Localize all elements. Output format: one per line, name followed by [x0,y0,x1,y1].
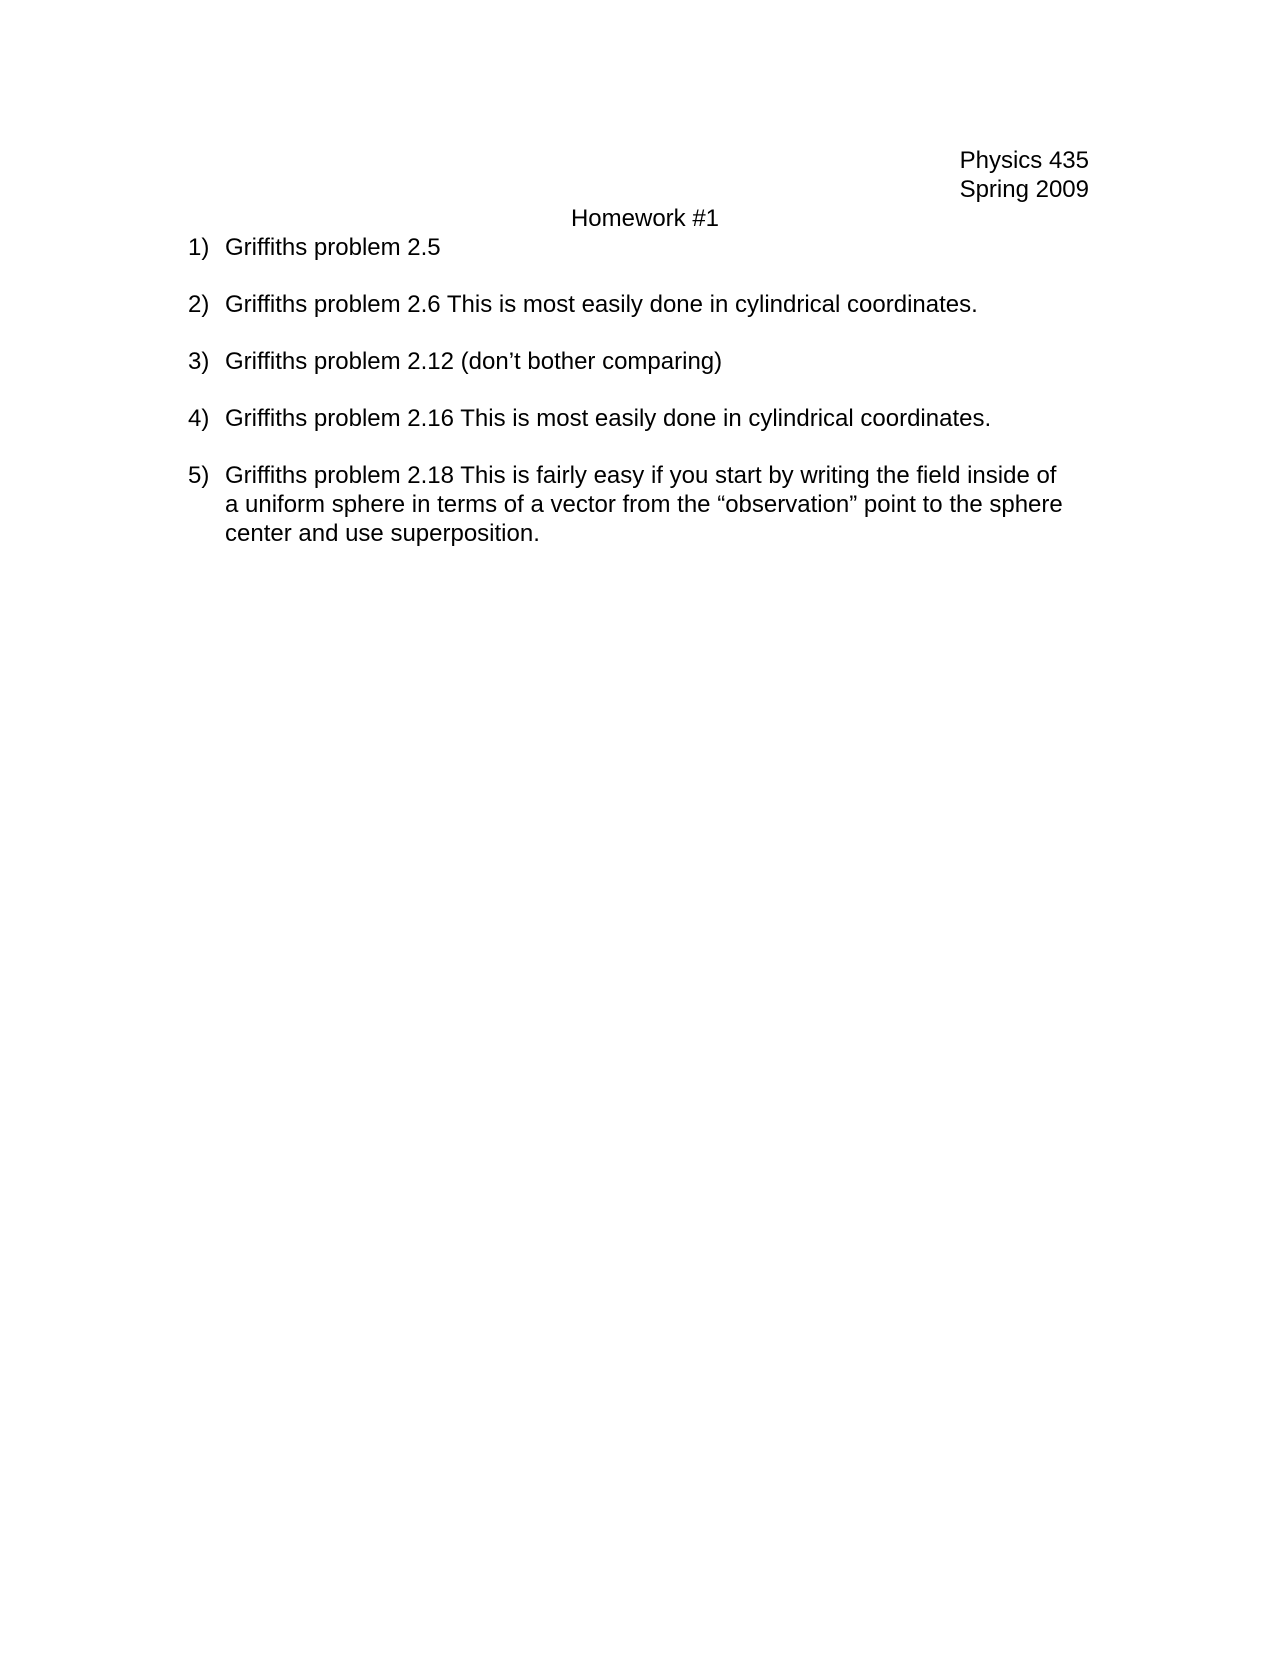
course-term: Spring 2009 [959,176,1089,203]
problem-text: Griffiths problem 2.12 (don’t bother comparing) [225,348,723,375]
problem-number: 5) [188,462,210,489]
problem-item [188,404,1068,433]
problem-number: 4) [188,405,210,432]
problem-text: Griffiths problem 2.16 This is most easily done in cylindrical coordinates. [225,405,992,432]
problem-number: 2) [188,291,210,318]
problem-item [188,461,1068,548]
problem-text: Griffiths problem 2.18 This is fairly easy if you start by writing the field inside of a uniform sphere in terms of a vector from the “observation” point to the sphere center and use superposition. [225,462,1063,547]
problem-item [188,233,1068,262]
problem-text: Griffiths problem 2.6 This is most easily done in cylindrical coordinates. [225,291,978,318]
homework-title: Homework #1 [570,205,720,232]
course-name: Physics 435 [959,147,1089,174]
problem-item [188,347,1068,376]
problem-item [188,290,1068,319]
problem-number: 1) [188,234,210,261]
problem-number: 3) [188,348,210,375]
course-header [960,146,1089,204]
problem-text: Griffiths problem 2.5 [225,234,441,261]
problem-list [188,233,1068,576]
